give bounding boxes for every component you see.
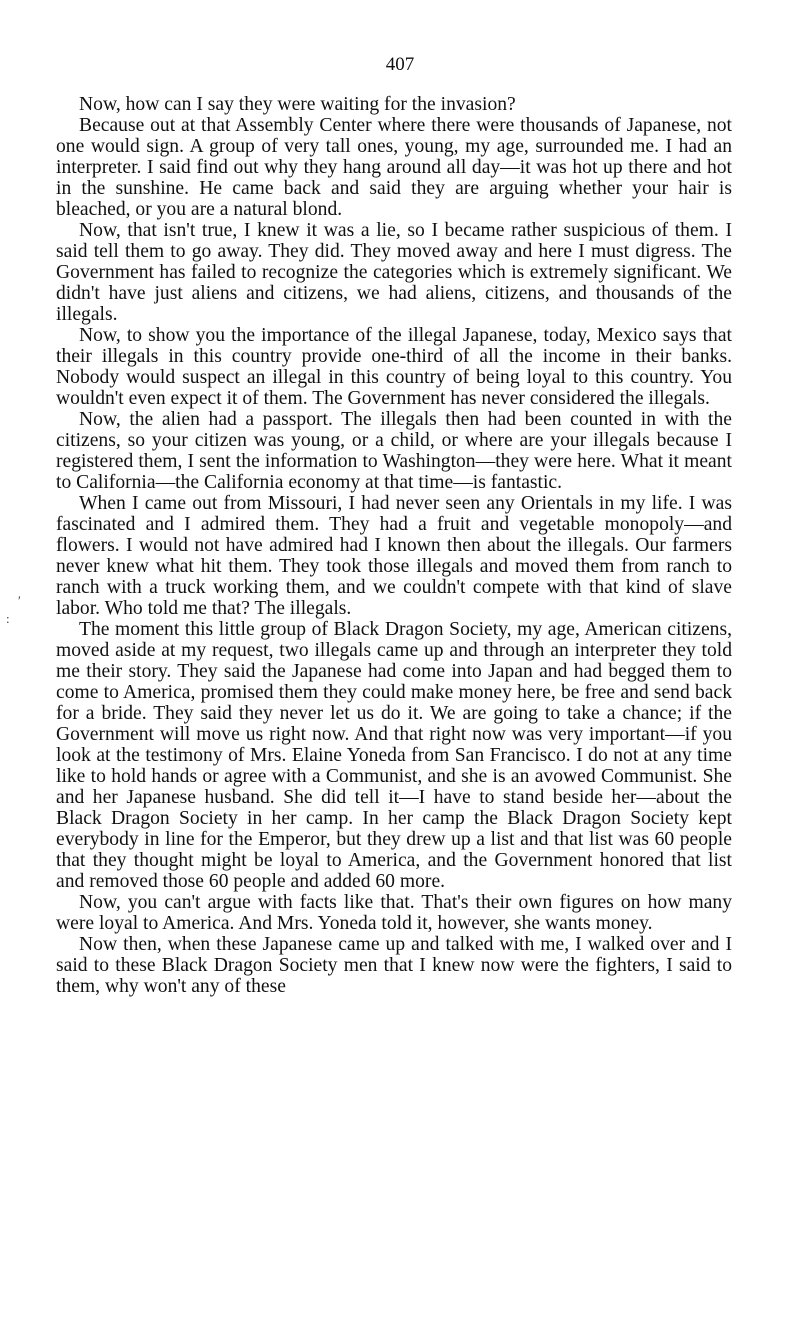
paragraph: When I came out from Missouri, I had never seen any Orientals in my life. I was fascinated and I admired them. They had a fruit and vegetable monopoly—and flowers. I would not have admired had I known then about the illegals. Our farmers never knew what hit them. They took those illegals and moved them from ranch to ranch with a truck working them, and we couldn't compete with that kind of slave labor. Who told me that? The illegals. [56, 493, 732, 619]
paragraph: Now, to show you the importance of the illegal Japanese, today, Mexico says that their illegals in this country provide one-third of all the income in their banks. Nobody would suspect an illegal in this country of being loyal to this country. You wouldn't even expect it of them. The Government has never considered the illegals. [56, 325, 732, 409]
paragraph: Because out at that Assembly Center where there were thousands of Japanese, not one would sign. A group of very tall ones, young, my age, surrounded me. I had an interpreter. I said find out why they hang around all day—it was hot up there and hot in the sunshine. He came back and said they are arguing whether your hair is bleached, or you are a natural blond. [56, 115, 732, 220]
body-text [56, 94, 732, 997]
paragraph: Now, how can I say they were waiting for the invasion? [79, 94, 516, 115]
paragraph: Now, the alien had a passport. The illegals then had been counted in with the citizens, so your citizen was young, or a child, or where are your illegals because I registered them, I sent the information to Washington—they were here. What it meant to California—the California economy at that time—is fantastic. [56, 409, 732, 493]
paragraph: Now, you can't argue with facts like that. That's their own figures on how many were loyal to America. And Mrs. Yoneda told it, however, she wants money. [56, 892, 732, 934]
paragraph: Now, that isn't true, I knew it was a lie, so I became rather suspicious of them. I said tell them to go away. They did. They moved away and here I must digress. The Government has failed to recognize the categories which is extremely significant. We didn't have just aliens and citizens, we had aliens, citizens, and thousands of the illegals. [56, 220, 732, 325]
page-number: 407 [385, 54, 415, 75]
margin-mark: ′ [18, 593, 21, 608]
margin-mark: : [6, 611, 10, 626]
paragraph: Now then, when these Japanese came up and talked with me, I walked over and I said to these Black Dragon Society men that I knew now were the fighters, I said to them, why won't any of these [56, 934, 732, 997]
paragraph: The moment this little group of Black Dragon Society, my age, American citizens, moved aside at my request, two illegals came up and through an interpreter they told me their story. They said the Japanese had come into Japan and had begged them to come to America, promised them they could make money here, be free and send back for a bride. They said they never let us do it. We are going to take a chance; if the Government will move us right now. And that right now was very important—if you look at the testimony of Mrs. Elaine Yoneda from San Francisco. I do not at any time like to hold hands or agree with a Communist, and she is an avowed Communist. She and her Japanese husband. She did tell it—I have to stand beside her—about the Black Dragon Society in her camp. In her camp the Black Dragon Society kept everybody in line for the Emperor, but they drew up a list and that list was 60 people that they thought might be loyal to America, and the Government honored that list and removed those 60 people and added 60 more. [56, 619, 732, 892]
